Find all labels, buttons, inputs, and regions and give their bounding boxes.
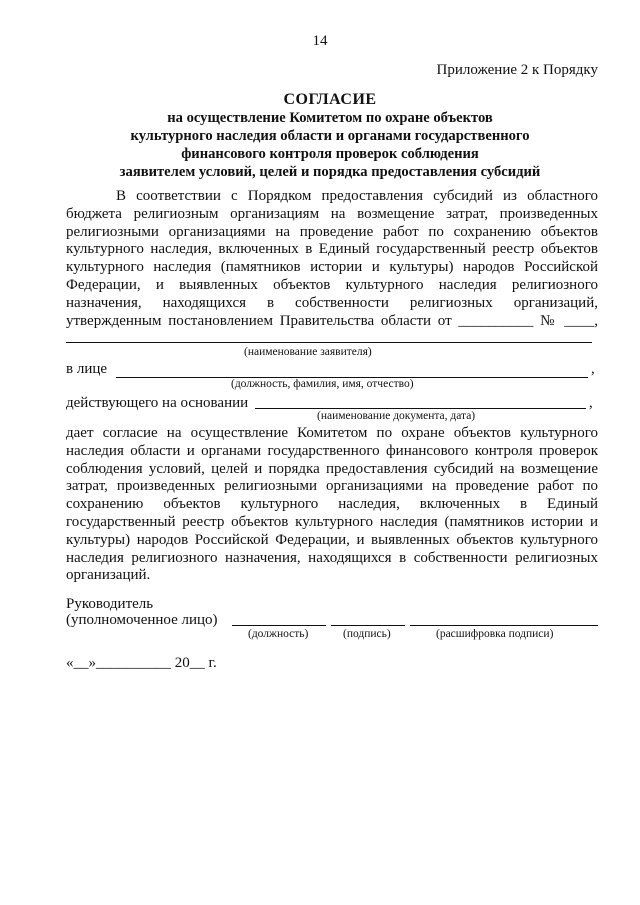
intro-line: культурного наследия (памятников истории и культуры) народов Российской (66, 259, 598, 276)
intro-line: религиозными организациями на проведение работ по сохранению объектов (66, 223, 598, 240)
consent-paragraph (66, 425, 598, 585)
signature-note: (подпись) (343, 628, 391, 640)
signature-field[interactable] (331, 625, 405, 626)
title-line: финансового контроля проверок соблюдения (181, 146, 479, 162)
title-line: культурного наследия области и органами государственного (130, 128, 530, 144)
intro-line: В соответствии с Порядком предоставления субсидий из областного (116, 188, 598, 204)
intro-line: бюджета религиозным организациям на возмещение затрат, произведенных (66, 205, 598, 222)
title-line: заявителем условий, целей и порядка предоставления субсидий (119, 164, 541, 180)
appendix-reference: Приложение 2 к Порядку (436, 62, 598, 78)
intro-line: утвержденным постановлением Правительства области от __________ № ____, (66, 312, 598, 329)
title-heading: СОГЛАСИЕ (283, 91, 377, 108)
person-comma: , (591, 361, 595, 377)
intro-line: культурного наследия, включенных в Единый государственный реестр объектов (66, 241, 598, 258)
applicant-name-field[interactable] (66, 342, 592, 343)
date-line[interactable]: «__»__________ 20__ г. (66, 655, 217, 671)
applicant-name-note: (наименование заявителя) (244, 346, 372, 358)
consent-line: сохранению объектов культурного наследия, включенных в Единый (66, 496, 598, 513)
consent-line: дает согласие на осуществление Комитетом по охране объектов культурного (66, 425, 598, 441)
person-prefix: в лице (66, 361, 108, 377)
consent-line: культуры) народов Российской Федерации, и выявленных объектов культурного (66, 531, 598, 548)
consent-line: соблюдения условий, целей и порядка предоставления субсидий на возмещение (66, 460, 598, 477)
intro-line: Федерации, и выявленных объектов культурного наследия религиозного (66, 276, 598, 293)
consent-line: организаций. (66, 567, 151, 584)
basis-note: (наименование документа, дата) (317, 410, 476, 422)
position-field[interactable] (232, 625, 326, 626)
signature-label-authorized: (уполномоченное лицо) (66, 612, 218, 628)
person-note: (должность, фамилия, имя, отчество) (231, 378, 414, 390)
consent-line: государственный реестр объектов культурного наследия (памятников истории и (66, 513, 598, 530)
position-note: (должность) (248, 628, 309, 640)
intro-line: назначения, находящихся в собственности религиозных организаций, (66, 294, 598, 311)
basis-comma: , (589, 395, 593, 411)
basis-prefix: действующего на основании (66, 395, 249, 411)
document-title (0, 91, 640, 181)
intro-paragraph (66, 188, 598, 330)
consent-line: наследия области и органами государственного финансового контроля проверок (66, 442, 598, 459)
page-number: 14 (312, 33, 328, 49)
title-line: на осуществление Комитетом по охране объектов (167, 110, 493, 126)
basis-field[interactable] (255, 408, 586, 409)
signature-decoding-field[interactable] (410, 625, 598, 626)
consent-line: наследия религиозного назначения, находящихся в собственности религиозных (66, 549, 598, 566)
consent-line: затрат, произведенных религиозными организациями на проведение работ по (66, 478, 598, 495)
decoding-note: (расшифровка подписи) (436, 628, 554, 640)
signature-label-head: Руководитель (66, 596, 154, 612)
